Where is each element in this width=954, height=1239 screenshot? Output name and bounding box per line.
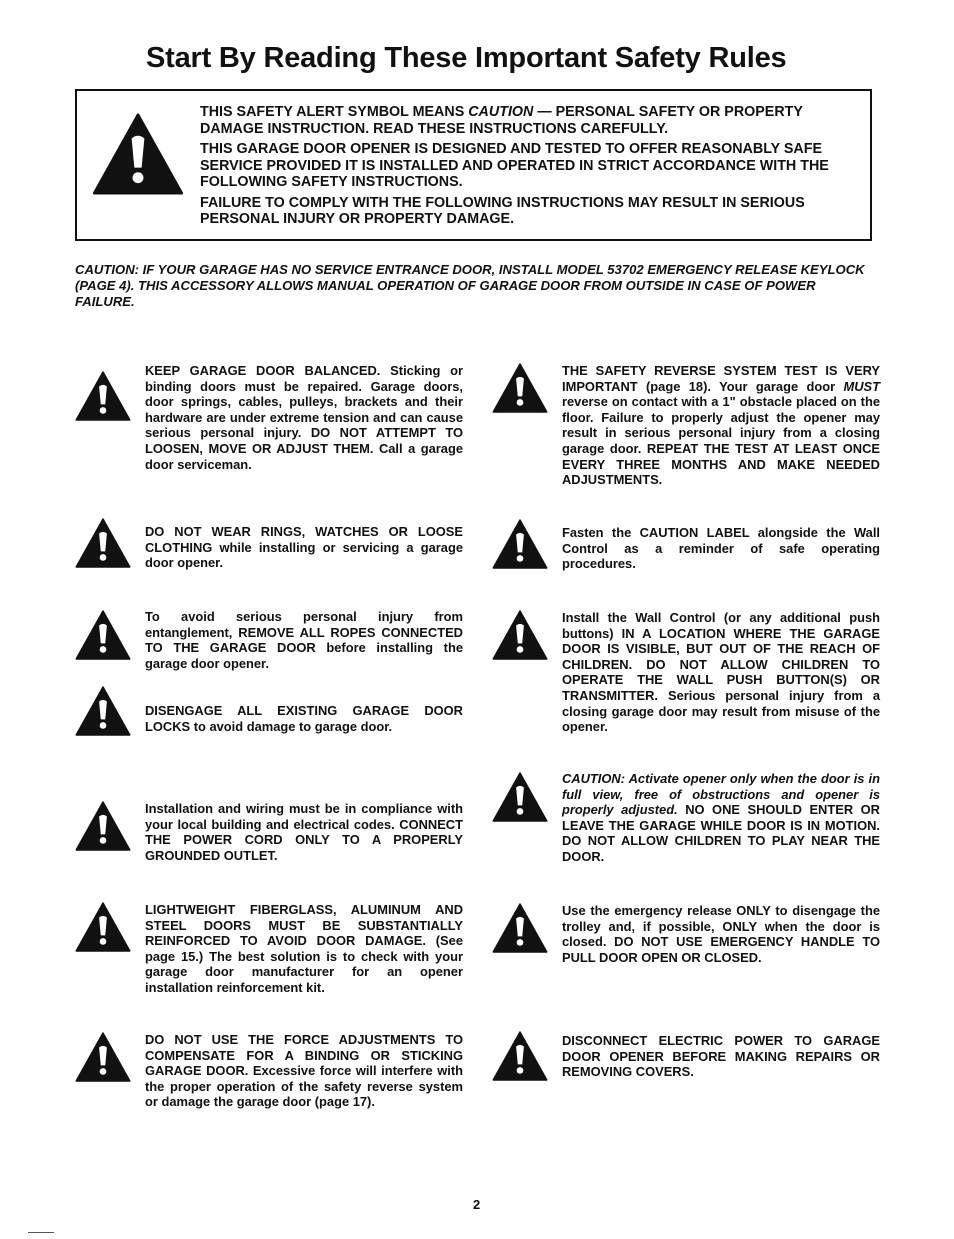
warning-triangle-icon <box>492 772 548 822</box>
warning-triangle-icon <box>75 902 131 952</box>
warning-triangle-icon <box>92 113 184 195</box>
warning-triangle-icon <box>492 519 548 569</box>
alert-paragraph-2: THIS GARAGE DOOR OPENER IS DESIGNED AND TESTED TO OFFER REASONABLY SAFE SERVICE PROVIDED IT IS INSTALLED AND OPERATED IN STRICT ACCORDANCE WITH THE FOLLOWING SAFETY INSTRUCTIONS. <box>200 141 829 190</box>
warning-triangle-icon <box>75 518 131 568</box>
warning-triangle-icon <box>492 903 548 953</box>
warning-triangle-icon <box>492 610 548 660</box>
warning-triangle-icon <box>75 686 131 736</box>
warning-triangle-icon <box>492 363 548 413</box>
scan-mark <box>28 1232 54 1233</box>
warning-triangle-icon <box>75 1032 131 1082</box>
page-title: Start By Reading These Important Safety Rules <box>146 42 787 74</box>
warning-triangle-icon <box>492 1031 548 1081</box>
safety-alert-text <box>200 104 860 232</box>
page-number: 2 <box>473 1197 481 1212</box>
caution-note: CAUTION: IF YOUR GARAGE HAS NO SERVICE ENTRANCE DOOR, INSTALL MODEL 53702 EMERGENCY RELEASE KEYLOCK (PAGE 4). THIS ACCESSORY ALLOWS MANUAL OPERATION OF GARAGE DOOR FROM OUTSIDE IN CASE OF POWER FAILURE. <box>75 262 865 309</box>
warning-triangle-icon <box>75 610 131 660</box>
alert-paragraph-3: FAILURE TO COMPLY WITH THE FOLLOWING INSTRUCTIONS MAY RESULT IN SERIOUS PERSONAL INJURY OR PROPERTY DAMAGE. <box>200 194 805 227</box>
warning-triangle-icon <box>75 801 131 851</box>
alert-paragraph-1: THIS SAFETY ALERT SYMBOL MEANS CAUTION — PERSONAL SAFETY OR PROPERTY DAMAGE INSTRUCTION. READ THESE INSTRUCTIONS CAREFULLY. <box>200 104 803 137</box>
warning-triangle-icon <box>75 371 131 421</box>
safety-alert-box <box>75 89 872 241</box>
